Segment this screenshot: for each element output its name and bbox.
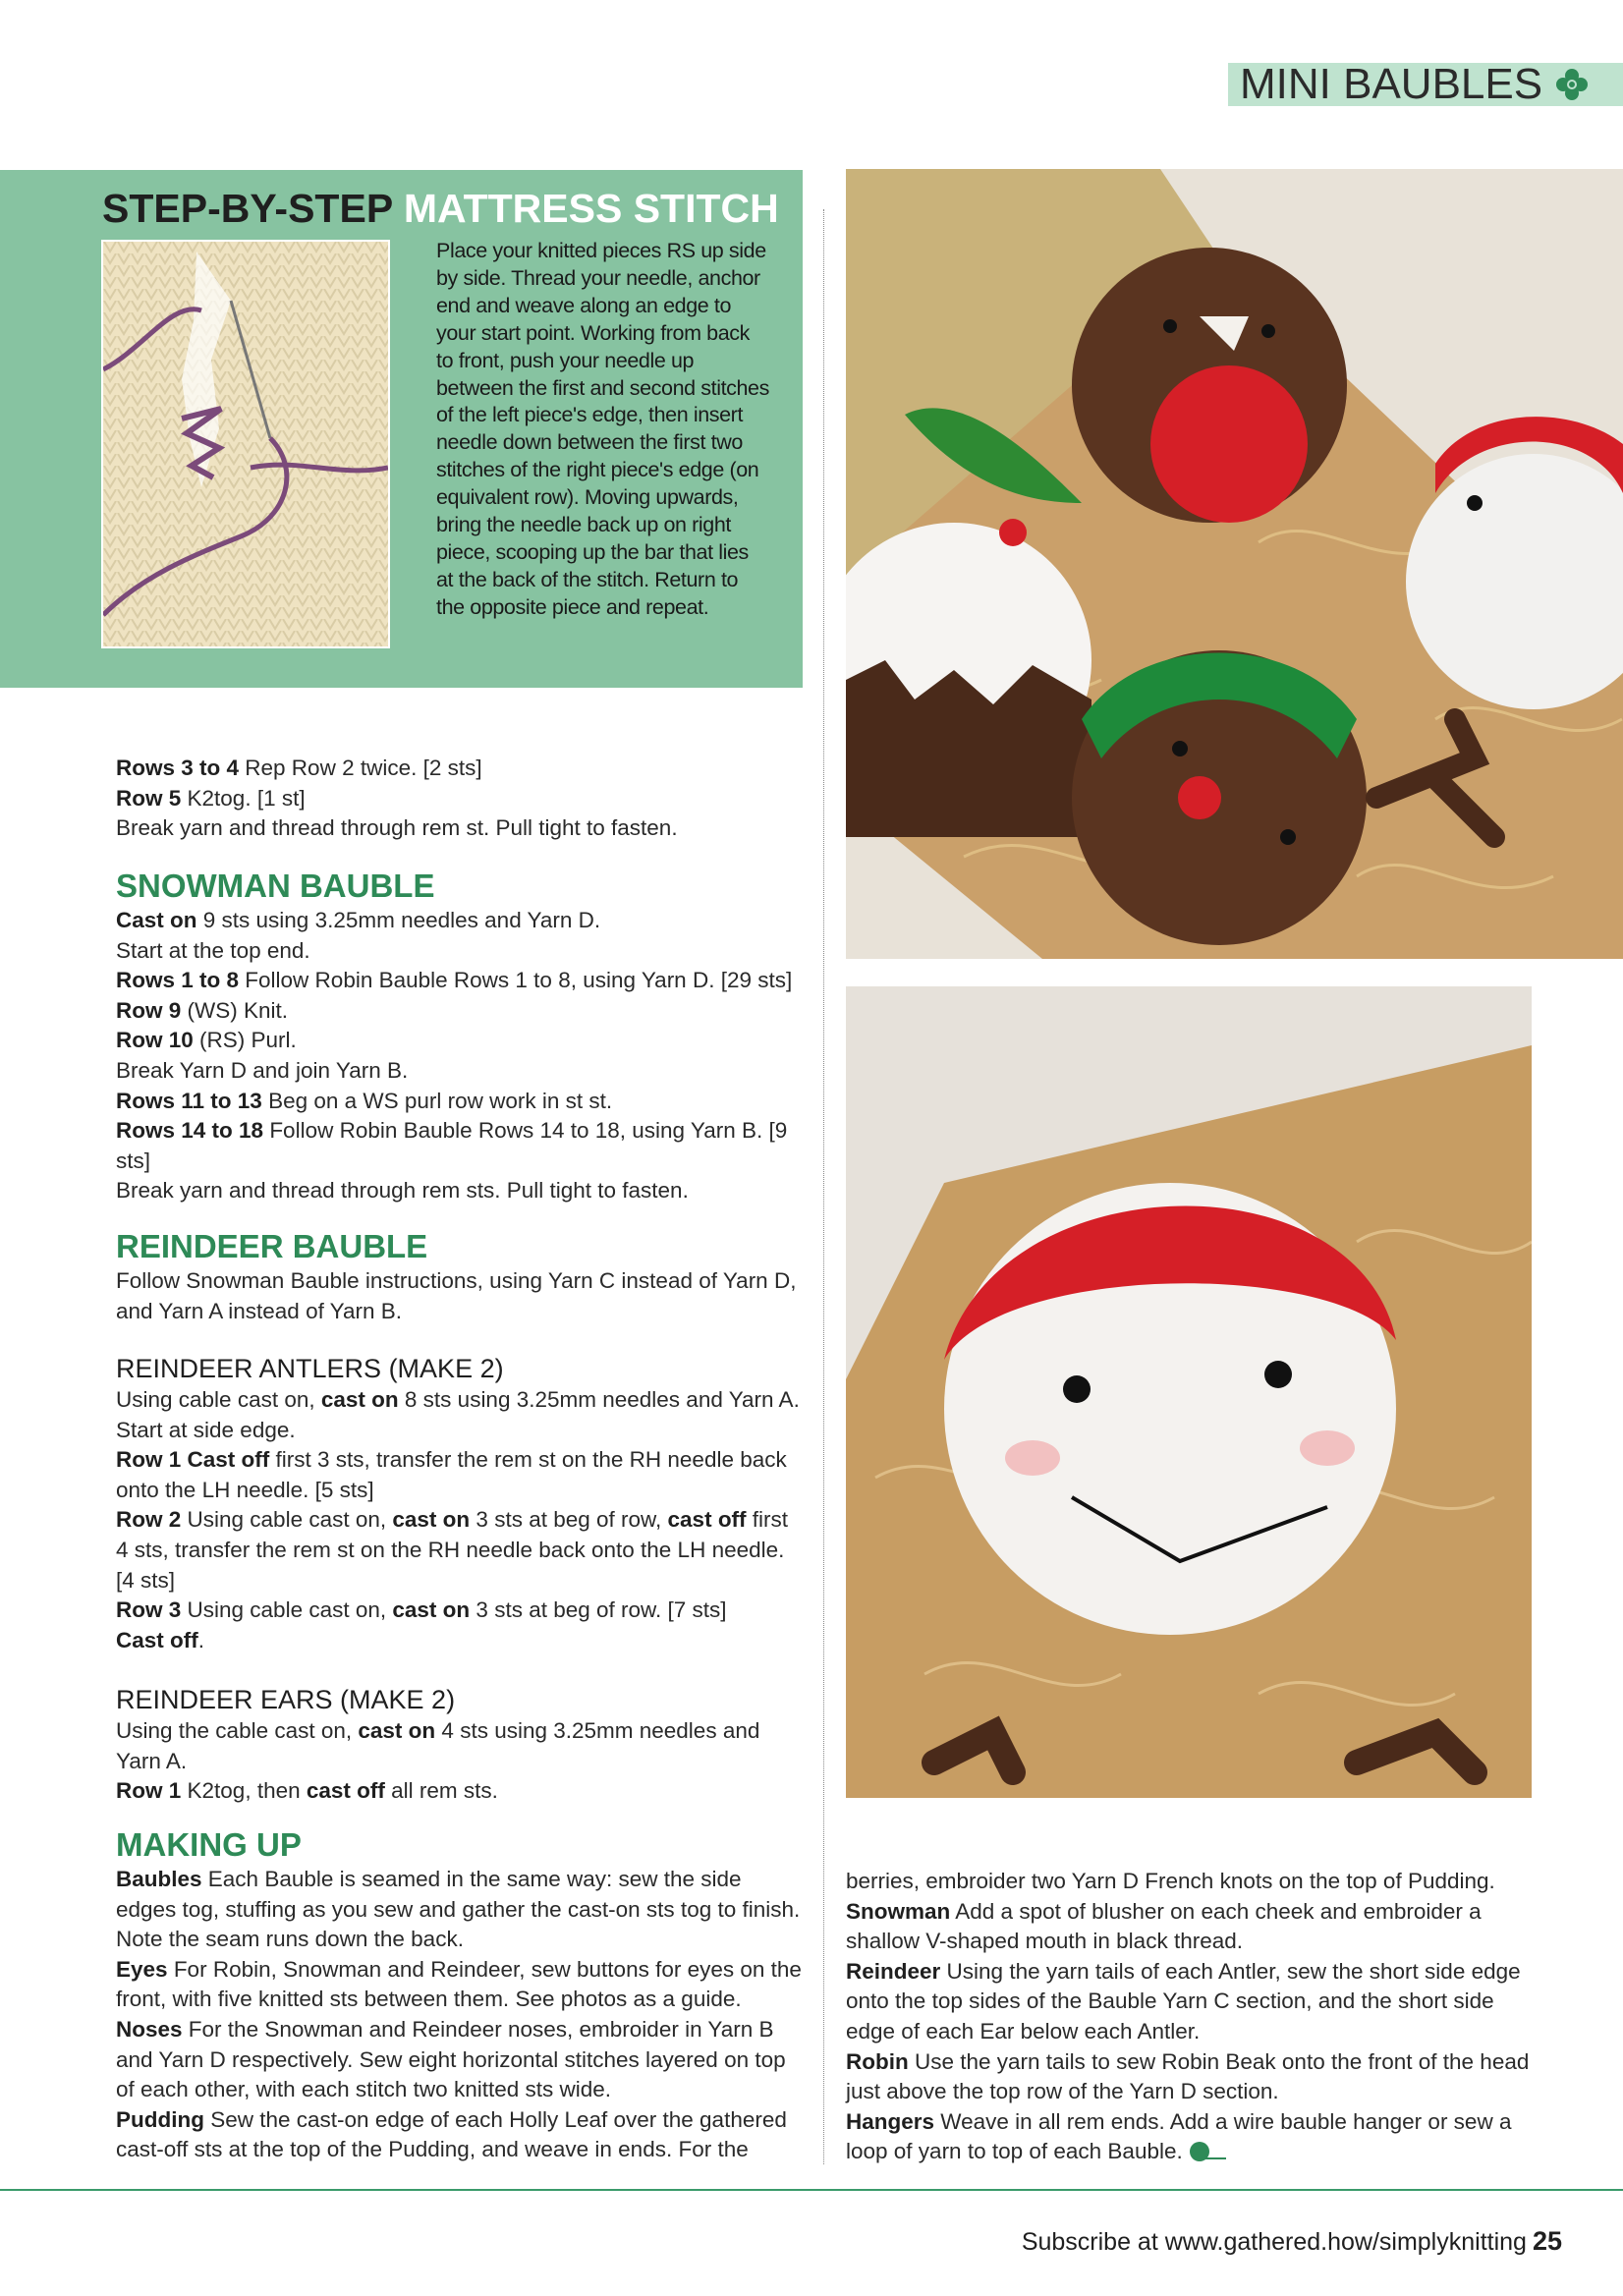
snowman-heading: SNOWMAN BAUBLE — [116, 868, 435, 904]
antlers-section: REINDEER ANTLERS (MAKE 2) Using cable cast on, cast on 8 sts using 3.25mm needles and Yarn A. Start at side edge. Row 1 Cast off first 3 sts, transfer the rem st on the RH needle back onto the LH needle. [5 sts] Row 2 Using cable cast on, cast on 3 sts at beg of row, cast off first 4 sts, transfer the rem st on the RH needle back onto the LH needle. [4 sts] Row 3 Using cable cast on, cast on 3 sts at beg of row. [7 sts] Cast off. — [116, 1352, 804, 1655]
snowman-line: Rows 1 to 8 Follow Robin Bauble Rows 1 to 8, using Yarn D. [29 sts] — [116, 968, 793, 993]
snowman-section — [116, 867, 804, 1206]
robin-end-block — [116, 754, 804, 844]
footer — [1022, 2226, 1562, 2257]
robin-line: Break yarn and thread through rem st. Pull tight to fasten. — [116, 815, 678, 841]
making-up-heading: MAKING UP — [116, 1826, 302, 1863]
step-title-light: MATTRESS STITCH — [403, 186, 779, 231]
ears-section: REINDEER EARS (MAKE 2) Using the cable cast on, cast on 4 sts using 3.25mm needles and Yarn A. Row 1 K2tog, then cast off all rem sts. — [116, 1683, 804, 1807]
snowman-line: Row 10 (RS) Purl. — [116, 1028, 297, 1053]
page-number: 25 — [1532, 2226, 1562, 2256]
snowman-bauble-photo — [846, 986, 1532, 1798]
robin-line: Row 5 K2tog. [1 st] — [116, 785, 306, 811]
step-title — [102, 184, 779, 233]
making-up-right: berries, embroider two Yarn D French knots on the top of Pudding. Snowman Add a spot of blusher on each cheek and embroider a shallow V-shaped mouth in black thread. Reindeer Using the yarn tails of each Antler, sew the short side edge onto the top sides of the Bauble Yarn C section, and the short side edge of each Ear below each Antler. Robin Use the yarn tails to sew Robin Beak onto the front of the head just above the top row of the Yarn D section. Hangers Weave in all rem ends. Add a wire bauble hanger or sew a loop of yarn to top of each Bauble. — [846, 1869, 1530, 2164]
footer-rule — [0, 2189, 1623, 2191]
snowman-line: Row 9 (WS) Knit. — [116, 997, 289, 1023]
yarn-ball-end-icon — [1189, 2141, 1228, 2164]
snowman-line: Break Yarn D and join Yarn B. — [116, 1057, 409, 1083]
section-tab — [1228, 60, 1623, 108]
snowman-line: Rows 11 to 13 Beg on a WS purl row work in st st. — [116, 1088, 613, 1113]
mattress-stitch-photo — [101, 240, 390, 648]
ears-heading: REINDEER EARS (MAKE 2) — [116, 1685, 456, 1714]
snowman-line: Start at the top end. — [116, 937, 310, 963]
reindeer-text: Follow Snowman Bauble instructions, using Yarn C instead of Yarn D, and Yarn A instead of Yarn B. — [116, 1268, 797, 1323]
reindeer-heading: REINDEER BAUBLE — [116, 1228, 428, 1264]
footer-subscribe: Subscribe at www.gathered.how/simplyknitting — [1021, 2228, 1527, 2256]
section-title: MINI BAUBLES — [1240, 60, 1543, 108]
making-up-left: MAKING UP Baubles Each Bauble is seamed in the same way: sew the side edges tog, stuffing as you sew and gather the cast-on sts tog to finish. Note the seam runs down the back. Eyes For Robin, Snowman and Reindeer, sew buttons for eyes on the front, with five knitted sts between them. See photos as a guide. Noses For the Snowman and Reindeer noses, embroider in Yarn B and Yarn D respectively. Sew eight horizontal stitches layered on top of each other, with each stitch two knitted sts wide. Pudding Sew the cast-on edge of each Holly Leaf over the gathered cast-off sts at the top of the Pudding, and weave in ends. For the — [116, 1825, 804, 2165]
reindeer-section — [116, 1227, 804, 1326]
step-instructions: Place your knitted pieces RS up side by side. Thread your needle, anchor end and weave along an edge to your start point. Working from back to front, push your needle up between the first and second stitches of the left piece's edge, then insert needle down between the first two stitches of the right piece's edge (on equivalent row). Moving upwards, bring the needle back up on right piece, scooping up the bar that lies at the back of the stitch. Return to the opposite piece and repeat. — [436, 239, 769, 619]
antlers-heading: REINDEER ANTLERS (MAKE 2) — [116, 1354, 504, 1383]
snowman-line: Rows 14 to 18 Follow Robin Bauble Rows 14 to 18, using Yarn B. [9 sts] — [116, 1118, 788, 1173]
snowman-line: Break yarn and thread through rem sts. Pull tight to fasten. — [116, 1178, 689, 1204]
robin-line: Rows 3 to 4 Rep Row 2 twice. [2 sts] — [116, 756, 482, 780]
clover-icon — [1554, 67, 1590, 102]
baubles-box-photo — [846, 169, 1623, 959]
step-title-dark: STEP-BY-STEP — [102, 186, 393, 231]
column-divider — [823, 209, 824, 2164]
snowman-line: Cast on 9 sts using 3.25mm needles and Yarn D. — [116, 908, 601, 932]
